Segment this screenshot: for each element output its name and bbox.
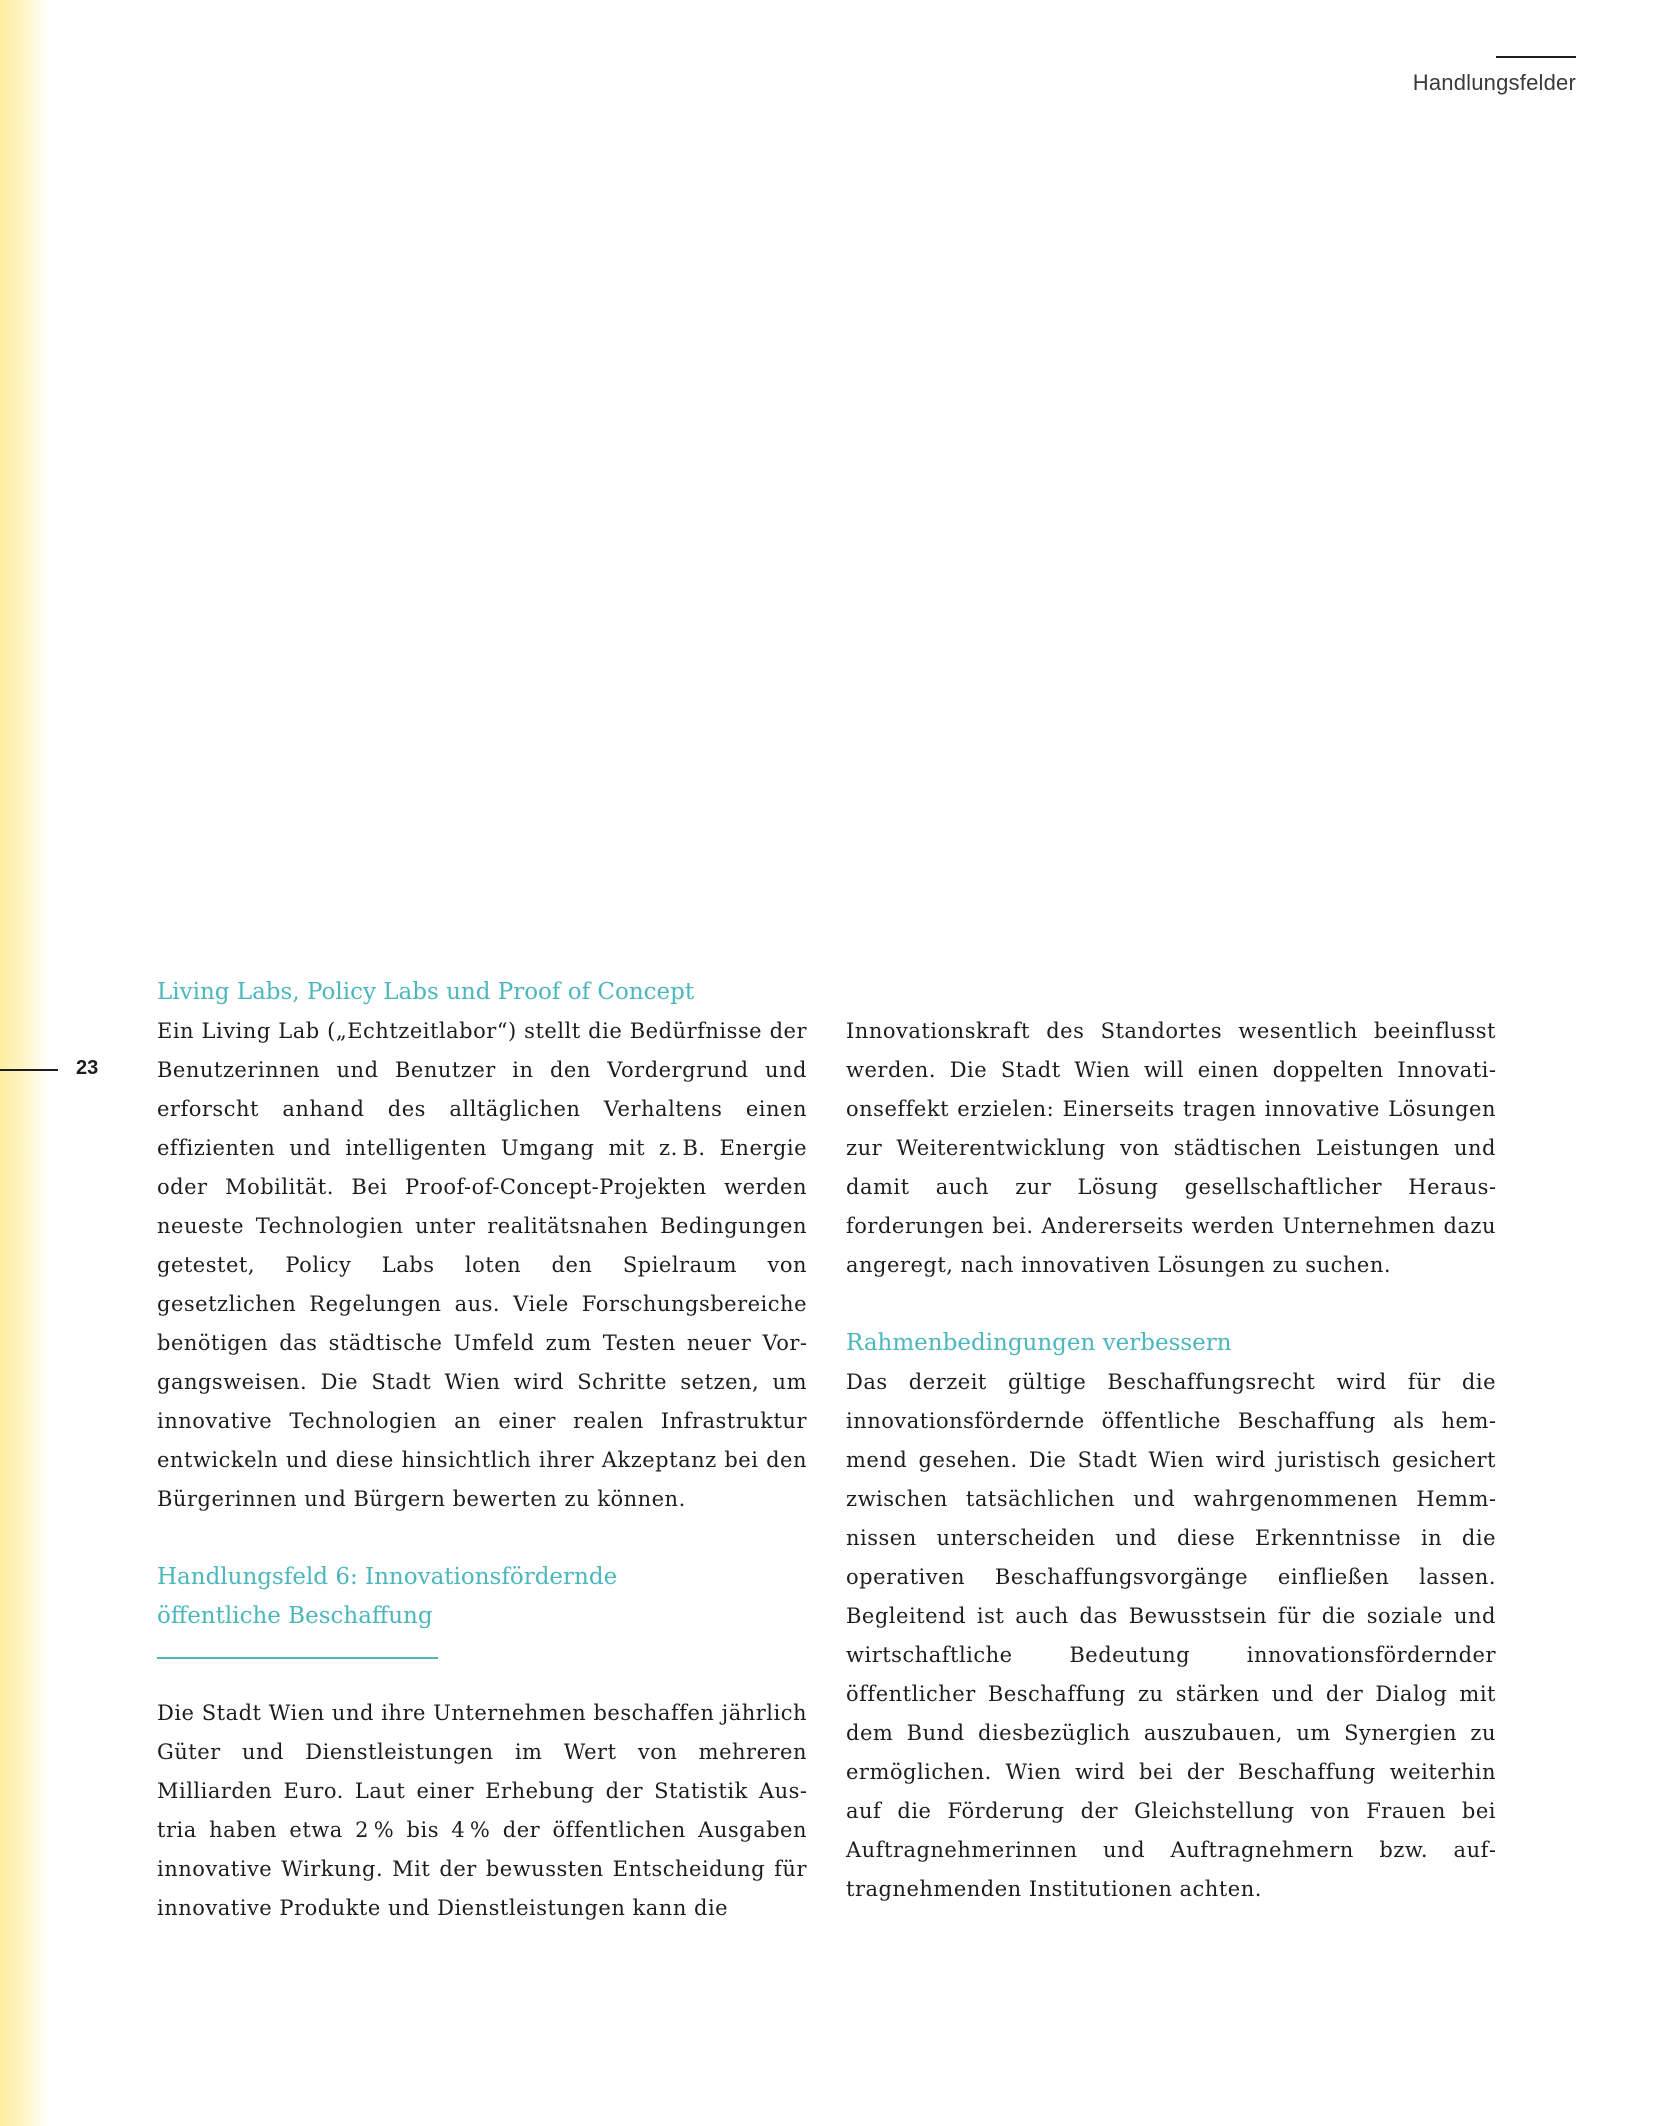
paragraph-living-labs: Ein Living Lab („Echtzeitlabor“) stellt die Bedürfnisse der Benutzerinnen und Benutzer in den Vordergrund und erforscht anhand des alltäglichen Verhaltens einen effizienten und intelligenten Umgang mit z. B. Energie oder Mobilität. Bei Proof-of-Concept-Projekten werden neueste Technologien unter realitätsnahen Bedingungen getestet, Policy Labs loten den Spielraum von gesetzlichen Regelungen aus. Viele Forschungsbereiche benötigen das städtische Umfeld zum Testen neuer Vorgangsweisen. Die Stadt Wien wird Schritte setzen, um innovative Technologien an einer realen Infrastruktur entwickeln und diese hinsichtlich ihrer Akzeptanz bei den Bürgerinnen und Bürgern bewerten zu können. xyxy=(157,1019,807,1511)
heading-handlungsfeld-6-line-2: öffentliche Beschaffung xyxy=(157,1603,433,1629)
page-number-rule xyxy=(0,1069,58,1071)
section-label: Handlungsfelder xyxy=(1412,70,1576,95)
heading-handlungsfeld-6 xyxy=(157,1558,807,1636)
heading-living-labs: Living Labs, Policy Labs und Proof of Concept xyxy=(157,979,695,1005)
page-number: 23 xyxy=(76,1057,99,1079)
header-rule xyxy=(1496,56,1576,58)
paragraph-innovationskraft: Innovationskraft des Standortes wesentlich beeinflusst werden. Die Stadt Wien will einen doppelten Innovationseffekt erzielen: Einerseits tragen innovative Lösungen zur Weiterentwicklung von städtischen Leistungen und damit auch zur Lösung gesellschaftlicher Herausforderungen bei. Andererseits werden Unternehmen dazu angeregt, nach innovativen Lösungen zu suchen. xyxy=(846,1019,1496,1277)
paragraph-beschaffung: Die Stadt Wien und ihre Unternehmen beschaffen jährlich Güter und Dienstleistungen im Wert von mehreren Milliarden Euro. Laut einer Erhebung der Statistik Austria haben etwa 2 % bis 4 % der öffentlichen Ausgaben innovative Wirkung. Mit der bewussten Entscheidung für innovative Produkte und Dienstleistungen kann die xyxy=(157,1701,807,1920)
page-edge-strip xyxy=(0,0,48,2126)
heading-handlungsfeld-6-line-1: Handlungsfeld 6: Innovationsfördernde xyxy=(157,1564,618,1590)
paragraph-spacer xyxy=(846,1285,1496,1324)
left-column xyxy=(157,973,807,1928)
paragraph-rahmenbedingungen: Das derzeit gültige Beschaffungsrecht wird für die innovationsfördernde öffentliche Beschaffung als hemmend gesehen. Die Stadt Wien wird juristisch gesichert zwischen tatsächlichen und wahrgenommenen Hemmnissen unterscheiden und diese Erkenntnisse in die operativen Beschaffungsvorgänge einfließen lassen. Begleitend ist auch das Bewusstsein für die soziale und wirtschaftliche Bedeutung innovationsfördernder öffentlicher Beschaffung zu stärken und der Dialog mit dem Bund diesbezüglich auszubauen, um Synergien zu ermöglichen. Wien wird bei der Beschaffung weiterhin auf die Förderung der Gleichstellung von Frauen bei Auftragnehmerinnen und Auftragnehmern bzw. auftragnehmenden Institutionen achten. xyxy=(846,1370,1496,1901)
paragraph-spacer xyxy=(157,1519,807,1558)
heading-rahmenbedingungen: Rahmenbedingungen verbessern xyxy=(846,1330,1232,1356)
heading-underline xyxy=(157,1657,438,1659)
right-column xyxy=(846,1012,1496,1909)
